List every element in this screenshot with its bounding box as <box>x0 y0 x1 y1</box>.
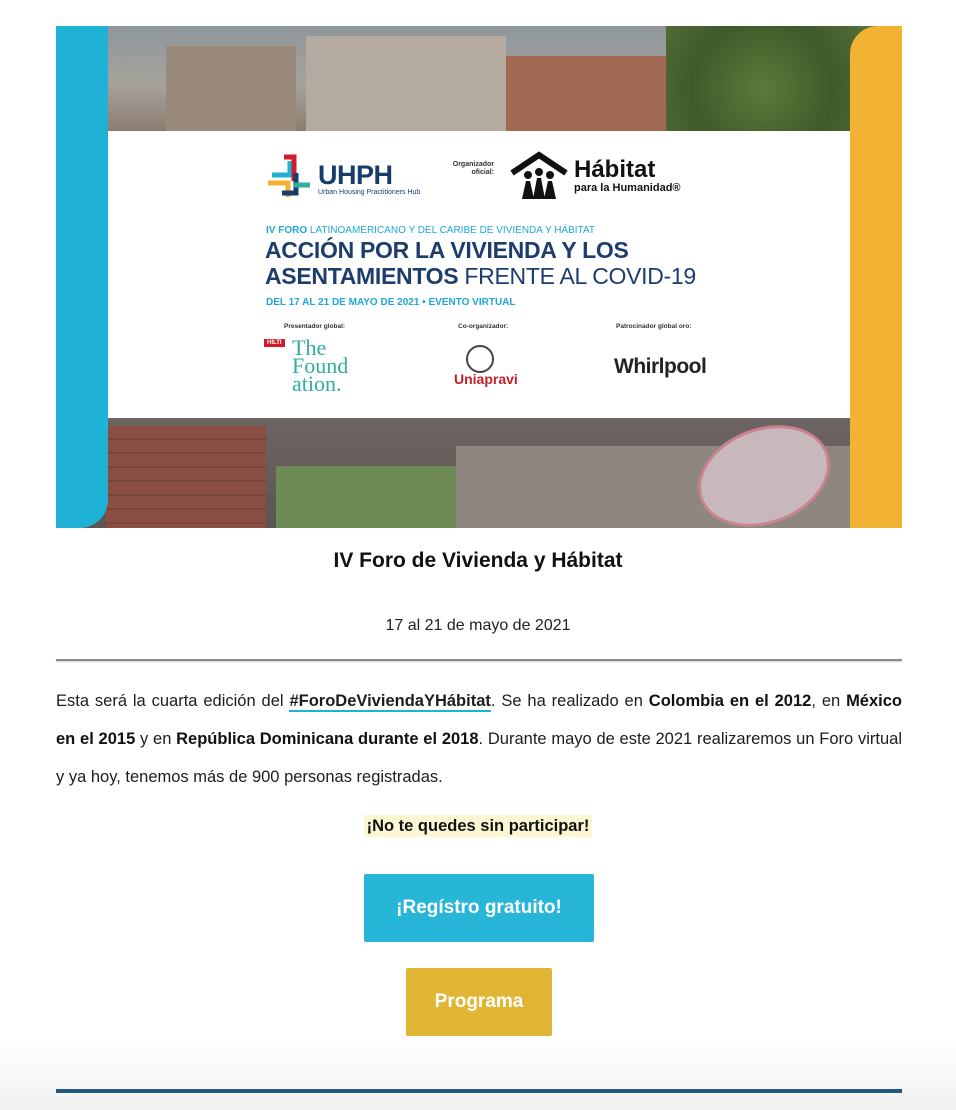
paragraph-text: . Se ha realizado en <box>490 692 649 710</box>
banner-photo-grass <box>276 466 456 528</box>
page-title: IV Foro de Vivienda y Hábitat <box>333 549 623 572</box>
uhph-logo <box>264 153 420 203</box>
hilti-tag: HILTI <box>264 339 285 347</box>
banner-headline <box>265 237 696 289</box>
banner-photo-building <box>306 36 506 131</box>
paragraph-bold: México en el 2015 <box>56 692 902 748</box>
hilti-foundation-logo <box>264 335 362 396</box>
uhph-subtitle: Urban Housing Practitioners Hub <box>318 188 421 196</box>
program-button[interactable]: Programa <box>406 968 552 1036</box>
habitat-title: Hábitat <box>574 156 656 183</box>
paragraph-text: Esta será la cuarta edición del <box>56 692 290 710</box>
email-content <box>56 26 902 528</box>
banner-card <box>108 131 850 418</box>
banner-dates: DEL 17 AL 21 DE MAYO DE 2021 • EVENTO VIRTUAL <box>266 297 516 308</box>
uniapravi-logo: Uniapravi <box>454 371 518 387</box>
sponsor-label: Patrocinador global oro: <box>616 323 692 330</box>
headline-line2-bold: ASENTAMIENTOS <box>265 263 459 289</box>
paragraph-text: , en <box>811 692 847 710</box>
banner-photo-building <box>166 46 296 136</box>
cta-text <box>0 817 956 836</box>
whirlpool-logo: Whirlpool <box>614 355 707 378</box>
presenter-label: Presentador global: <box>284 323 346 330</box>
paragraph-text: . Durante mayo de este 2021 realizaremos un Foro virtual y ya hoy, tenemos más de 900 personas registradas. <box>56 730 902 786</box>
headline-line1: ACCIÓN POR LA VIVIENDA Y LOS <box>265 237 629 263</box>
habitat-logo <box>508 151 681 201</box>
uhph-title: UHPH <box>318 159 393 190</box>
paragraph-bold: Colombia en el 2012 <box>648 692 812 710</box>
headline-line2-thin: FRENTE AL COVID-19 <box>458 263 696 289</box>
foro-line <box>266 225 595 236</box>
habitat-subtitle: para la Humanidad® <box>574 182 681 194</box>
banner-right-stripe <box>850 26 902 528</box>
register-button[interactable]: ¡Regístro gratuito! <box>364 874 594 942</box>
coorganizer-label: Co-organizador: <box>458 323 509 330</box>
banner-photo-wall <box>456 446 902 528</box>
organizer-label: Organizador oficial: <box>452 161 494 176</box>
foundation-text: The Found ation. <box>292 335 349 396</box>
banner-photo-building <box>506 56 666 136</box>
habitat-house-icon <box>508 151 570 201</box>
event-banner[interactable] <box>56 26 902 528</box>
paragraph-bold: República Dominicana durante el 2018 <box>176 730 479 748</box>
foro-strong: IV FORO <box>266 225 308 236</box>
cta-highlight: ¡No te quedes sin participar! <box>364 815 593 837</box>
event-dates: 17 al 21 de mayo de 2021 <box>385 617 571 634</box>
footer-rule <box>56 1089 902 1093</box>
footer-fade <box>0 1040 956 1110</box>
hashtag-link[interactable]: #ForoDeViviendaYHábitat <box>289 692 491 710</box>
divider <box>56 659 902 661</box>
intro-paragraph <box>56 682 902 796</box>
paragraph-text: y en <box>135 730 177 748</box>
banner-left-stripe <box>56 26 108 528</box>
foro-rest: LATINOAMERICANO Y DEL CARIBE DE VIVIENDA Y HÁBITAT <box>307 225 595 236</box>
uhph-icon <box>264 153 314 203</box>
banner-photo-brick <box>106 426 266 528</box>
uniapravi-seal-icon <box>466 345 494 373</box>
